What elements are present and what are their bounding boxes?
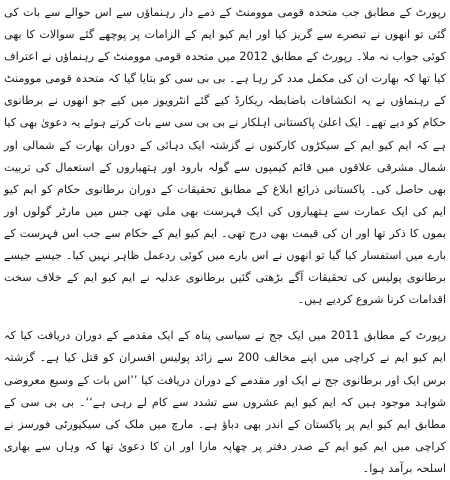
paragraph-gap (4, 311, 446, 325)
article-paragraph-1: رپورٹ کے مطابق جب متحدہ قومی موومنٹ کے ذمے دار رہنماؤں سے اس حوالے سے بات کی گئی تو انھوں نے تبصرے سے گریز کیا اور ایم کیو ایم کے الزامات پر پوچھے گئے سوالات کا بھی کوئی جواب نہ ملا۔ رپورٹ کے مطابق 2012 میں متحدہ قومی موومنٹ کے رہنماؤں نے اعتراف کیا تھا کہ بھارت ان کی مکمل مدد کر رہا ہے۔ بی بی سی کو بتایا گیا کہ متحدہ قومی موومنٹ کے رہنماؤں نے یہ انکشافات باضابطہ ریکارڈ کیے گئے انٹرویوز میں کیے جو انھوں نے برطانوی حکام کو دیے تھے۔ ایک اعلیٰ پاکستانی اہلکار نے بی بی سی سے بات کرتے ہوئے یہ دعویٰ بھی کیا ہے کہ ایم کیو ایم کے سیکڑوں کارکنوں نے گزشتہ ایک دہائی کے دوران بھارت کے شمالی اور شمال مشرقی علاقوں میں قائم کیمپوں سے گولہ بارود اور ہتھیاروں کے استعمال کی تربیت بھی حاصل کی۔ پاکستانی ذرائع ابلاغ کے مطابق تحقیقات کے دوران برطانوی حکام کو ایم کیو ایم کی ایک عمارت سے ہتھیاروں کی ایک فہرست بھی ملی تھی جس میں مارٹر گولوں اور بموں کا ذکر تھا اور ان کی قیمت بھی درج تھی۔ ایم کیو ایم کے حکام سے جب اس فہرست کے بارے میں استفسار کیا گیا تو انھوں نے اس بارے میں کوئی ردعمل ظاہر نہیں کیا۔ جیسے جیسے برطانوی پولیس کی تحقیقات آگے بڑھتی گئیں برطانوی عدلیہ نے ایم کیو ایم کے خلاف سخت اقدامات کرنا شروع کردیے ہیں۔ (4, 6, 446, 307)
article-body (4, 2, 447, 475)
article-paragraph-2: رپورٹ کے مطابق 2011 میں ایک جج نے سیاسی پناہ کے ایک مقدمے کے دوران دریافت کیا کہ ایم کیو ایم نے کراچی میں اپنے مخالف 200 سے زائد پولیس افسران کو قتل کیا ہے۔ گزشتہ برس ایک اور برطانوی جج نے ایک اور مقدمے کے دوران دریافت کیا ’’اس بات کے وسیع معروضی شواہد موجود ہیں کہ ایم کیو ایم عشروں سے تشدد سے کام لے رہی ہے‘‘۔ بی بی سی کے مطابق ایم کیو ایم پر پاکستان کے اندر بھی دباؤ ہے۔ مارچ میں ملک کی سیکیورٹی فورسز نے کراچی میں ایم کیو ایم کے صدر دفتر پر چھاپہ مارا اور ان کا دعویٰ تھا کہ وہاں سے بھاری اسلحہ برآمد ہوا۔ (4, 329, 447, 475)
